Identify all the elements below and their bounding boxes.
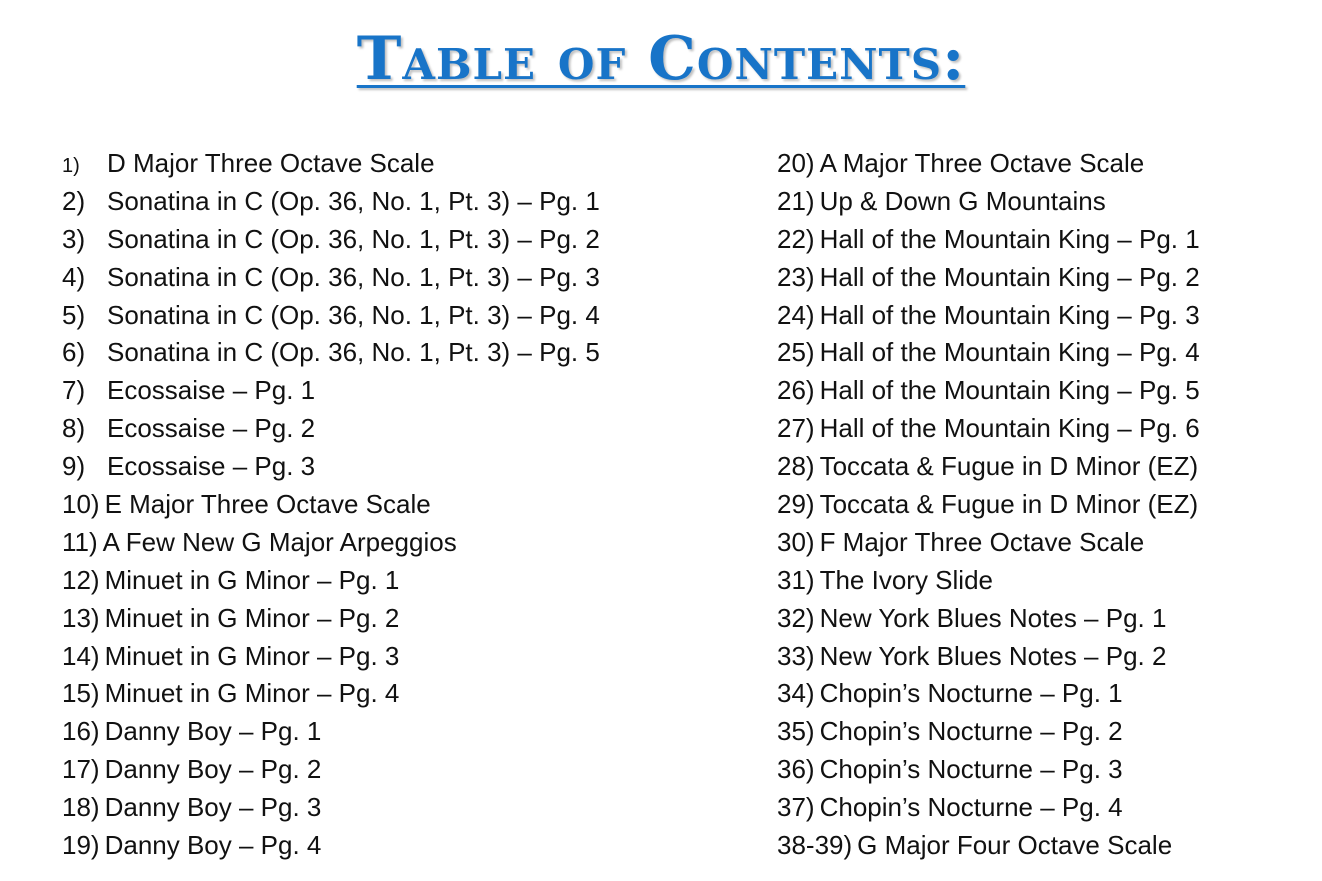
toc-entry-number: 20) [777, 148, 815, 178]
toc-entry-label: Chopin’s Nocturne – Pg. 2 [819, 716, 1123, 747]
toc-entry-number: 9) [62, 451, 86, 482]
toc-entry-label: Chopin’s Nocturne – Pg. 1 [819, 678, 1123, 709]
toc-entry-number: 11) [62, 526, 98, 557]
toc-entry [777, 750, 1307, 788]
toc-entry [62, 712, 722, 750]
toc-entry [777, 523, 1307, 561]
toc-entry [777, 296, 1307, 334]
toc-entry [62, 371, 722, 409]
toc-entry-label: D Major Three Octave Scale [107, 148, 435, 178]
toc-entry [777, 447, 1307, 485]
toc-entry [62, 561, 722, 599]
toc-entry-number: 1) [62, 155, 80, 177]
toc-entry [777, 637, 1307, 675]
toc-entry-label: Hall of the Mountain King – Pg. 2 [819, 261, 1200, 292]
toc-entry-number: 19) [62, 830, 100, 861]
toc-entry [62, 182, 722, 220]
toc-entry [62, 826, 722, 864]
toc-entry [777, 788, 1307, 826]
toc-entry [62, 220, 722, 258]
toc-entry-number: 33) [777, 640, 815, 671]
toc-entry-number: 23) [777, 261, 815, 292]
toc-entry-label: Hall of the Mountain King – Pg. 5 [819, 375, 1200, 406]
toc-entry [777, 826, 1307, 864]
toc-entry-number: 8) [62, 413, 86, 444]
toc-entry-number: 38-39) [777, 830, 853, 861]
toc-entry-label: F Major Three Octave Scale [819, 526, 1145, 557]
toc-entry-label: Up & Down G Mountains [819, 185, 1106, 216]
toc-entry-number: 35) [777, 716, 815, 747]
toc-entry [777, 561, 1307, 599]
toc-entry [777, 371, 1307, 409]
toc-entry [777, 220, 1307, 258]
toc-entry-label: Minuet in G Minor – Pg. 3 [104, 640, 400, 671]
toc-entry-number: 3) [62, 223, 86, 254]
toc-entry-label: Minuet in G Minor – Pg. 1 [104, 564, 400, 595]
toc-entry-label: A Few New G Major Arpeggios [102, 526, 457, 557]
toc-entry-number: 7) [62, 375, 86, 406]
toc-entry [62, 258, 722, 296]
toc-entry-label: Sonatina in C (Op. 36, No. 1, Pt. 3) – Pg. 2 [107, 223, 600, 254]
toc-entry [62, 750, 722, 788]
toc-entry-label: Ecossaise – Pg. 1 [107, 375, 316, 406]
toc-entry-number: 13) [62, 602, 100, 633]
toc-entry-label: Chopin’s Nocturne – Pg. 3 [819, 754, 1123, 785]
toc-entry-label: Hall of the Mountain King – Pg. 3 [819, 299, 1200, 330]
toc-entry [62, 674, 722, 712]
toc-entry-number: 21) [777, 185, 815, 216]
toc-entry-label: Minuet in G Minor – Pg. 2 [104, 602, 400, 633]
toc-entry-label: Sonatina in C (Op. 36, No. 1, Pt. 3) – Pg. 1 [107, 185, 600, 216]
toc-entry-label: Sonatina in C (Op. 36, No. 1, Pt. 3) – Pg. 3 [107, 261, 600, 292]
toc-entry-number: 18) [62, 792, 100, 823]
toc-entry-number: 32) [777, 602, 815, 633]
toc-entry [777, 599, 1307, 637]
toc-entry [777, 144, 1307, 182]
toc-entry-label: New York Blues Notes – Pg. 1 [819, 602, 1167, 633]
toc-entry-label: G Major Four Octave Scale [857, 830, 1173, 861]
toc-entry-label: E Major Three Octave Scale [104, 489, 431, 520]
toc-entry-label: Hall of the Mountain King – Pg. 1 [819, 223, 1200, 254]
toc-entry-label: Hall of the Mountain King – Pg. 6 [819, 413, 1200, 444]
toc-entry [777, 485, 1307, 523]
toc-entry-number: 16) [62, 716, 100, 747]
toc-entry-label: Danny Boy – Pg. 2 [104, 754, 322, 785]
toc-entry-number: 26) [777, 375, 815, 406]
toc-entry [62, 485, 722, 523]
toc-right-column [777, 144, 1307, 864]
toc-entry-number: 37) [777, 792, 815, 823]
toc-entry-number: 25) [777, 337, 815, 368]
toc-entry-number: 2) [62, 185, 86, 216]
toc-left-column [62, 144, 722, 864]
toc-entry-number: 27) [777, 413, 815, 444]
toc-entry-label: Chopin’s Nocturne – Pg. 4 [819, 792, 1123, 823]
toc-entry-number: 5) [62, 299, 86, 330]
toc-entry-number: 29) [777, 489, 815, 520]
toc-entry-number: 15) [62, 678, 100, 709]
toc-entry-number: 24) [777, 299, 815, 330]
toc-entry-number: 30) [777, 526, 815, 557]
toc-entry [777, 258, 1307, 296]
toc-entry [777, 333, 1307, 371]
toc-entry-label: A Major Three Octave Scale [819, 148, 1145, 178]
toc-entry-label: Danny Boy – Pg. 4 [104, 830, 322, 861]
toc-entry-number: 12) [62, 564, 100, 595]
toc-entry [777, 712, 1307, 750]
toc-entry-label: Toccata & Fugue in D Minor (EZ) [819, 451, 1199, 482]
toc-entry [62, 788, 722, 826]
toc-entry-number: 36) [777, 754, 815, 785]
toc-entry [62, 333, 722, 371]
toc-entry [62, 637, 722, 675]
toc-entry-label: The Ivory Slide [819, 564, 993, 595]
toc-entry [777, 409, 1307, 447]
toc-entry-label: Ecossaise – Pg. 2 [107, 413, 316, 444]
toc-entry-number: 34) [777, 678, 815, 709]
toc-entry [62, 447, 722, 485]
toc-entry-label: Sonatina in C (Op. 36, No. 1, Pt. 3) – Pg. 4 [107, 299, 600, 330]
toc-entry [62, 599, 722, 637]
toc-entry-label: Danny Boy – Pg. 3 [104, 792, 322, 823]
toc-entry-number: 31) [777, 564, 815, 595]
toc-entry-label: Toccata & Fugue in D Minor (EZ) [819, 489, 1199, 520]
toc-entry [62, 144, 722, 182]
toc-entry [62, 409, 722, 447]
toc-entry-label: Sonatina in C (Op. 36, No. 1, Pt. 3) – Pg. 5 [107, 337, 600, 368]
toc-entry-label: Hall of the Mountain King – Pg. 4 [819, 337, 1200, 368]
toc-entry-label: Minuet in G Minor – Pg. 4 [104, 678, 400, 709]
toc-entry-number: 28) [777, 451, 815, 482]
toc-entry-number: 10) [62, 489, 100, 520]
toc-entry-label: New York Blues Notes – Pg. 2 [819, 640, 1167, 671]
toc-entry [777, 182, 1307, 220]
toc-entry-label: Danny Boy – Pg. 1 [104, 716, 322, 747]
toc-entry-number: 14) [62, 640, 100, 671]
toc-entry-number: 22) [777, 223, 815, 254]
toc-entry-number: 17) [62, 754, 100, 785]
toc-entry [62, 523, 722, 561]
toc-entry [62, 296, 722, 334]
page-title-wrapper [0, 26, 1322, 92]
toc-entry-label: Ecossaise – Pg. 3 [107, 451, 316, 482]
page-title: Table of Contents: [356, 24, 966, 94]
toc-entry-number: 6) [62, 337, 86, 368]
toc-entry-number: 4) [62, 261, 86, 292]
toc-entry [777, 674, 1307, 712]
